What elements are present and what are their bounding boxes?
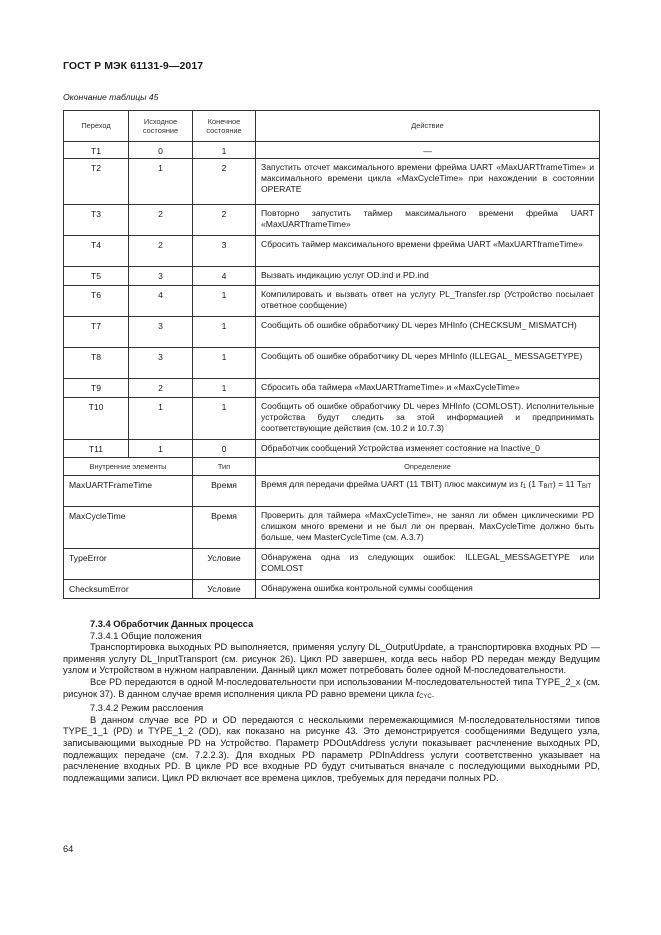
source-state: 3	[129, 348, 193, 379]
transition-action: Сбросить оба таймера «MaxUARTframeTime» и «MaxCycleTime»	[256, 379, 600, 398]
target-state: 2	[193, 205, 256, 236]
transition-id: T4	[64, 236, 129, 267]
table-caption: Окончание таблицы 45	[63, 92, 159, 102]
transition-id: T9	[64, 379, 129, 398]
target-state: 1	[193, 142, 256, 159]
target-state: 0	[193, 440, 256, 458]
transition-id: T11	[64, 440, 129, 458]
target-state: 2	[193, 159, 256, 205]
target-state: 1	[193, 286, 256, 317]
transition-id: T10	[64, 398, 129, 440]
transition-action: Вызвать индикацию услуг OD.ind и PD.ind	[256, 267, 600, 286]
transition-id: T5	[64, 267, 129, 286]
transition-id: T7	[64, 317, 129, 348]
target-state: 3	[193, 236, 256, 267]
header-target-state: Конечное состояние	[193, 111, 256, 142]
transition-action: —	[256, 142, 600, 159]
transition-action: Повторно запустить таймер максимального времени фрейма UART «MaxUARTframeTime»	[256, 205, 600, 236]
internal-element-definition: Время для передачи фрейма UART (11 TBIT) плюс максимум из $t_1$ (1 $T_{BIT}) = 11$ $T_{BIT}$	[256, 476, 600, 507]
source-state: 1	[129, 440, 193, 458]
source-state: 0	[129, 142, 193, 159]
transition-action: Обработчик сообщений Устройства изменяет состояние на Inactive_0	[256, 440, 600, 458]
transition-action: Сбросить таймер максимального времени фрейма UART «MaxUARTframeTime»	[256, 236, 600, 267]
paragraph-general: Транспортировка выходных PD выполняется, применяя услугу DL_OutputUpdate, а транспортировка входных PD — применяя услугу DL_InputTransport (см. рисунок 26). Цикл PD завершен, когда весь набор PD передан между Ведущим узлом и Устройством в нужном направлении. Данный цикл может потребовать более одной М-последовательности.	[63, 642, 600, 676]
source-state: 1	[129, 159, 193, 205]
transition-action: Компилировать и вызвать ответ на услугу PL_Transfer.rsp (Устройство посылает ответное сообщение)	[256, 286, 600, 317]
transition-id: T8	[64, 348, 129, 379]
table-row	[64, 507, 600, 549]
table-row	[64, 348, 600, 379]
section-heading: 7.3.4 Обработчик Данных процесса	[90, 619, 254, 629]
transition-id: T6	[64, 286, 129, 317]
body-text	[63, 619, 600, 784]
header-source-state: Исходное состояние	[129, 111, 193, 142]
table-row	[64, 476, 600, 507]
target-state: 1	[193, 379, 256, 398]
transition-action: Сообщить об ошибке обработчику DL через MHInfo (CHECKSUM_ MISMATCH)	[256, 317, 600, 348]
source-state: 4	[129, 286, 193, 317]
header-internal-element: Внутренние элементы	[64, 458, 193, 476]
table-row	[64, 580, 600, 599]
source-state: 2	[129, 379, 193, 398]
table-row	[64, 267, 600, 286]
target-state: 1	[193, 398, 256, 440]
transition-id: T2	[64, 159, 129, 205]
internal-element-type: Условие	[193, 549, 256, 580]
header-type: Тип	[193, 458, 256, 476]
header-action: Действие	[256, 111, 600, 142]
table-row	[64, 159, 600, 205]
table-row	[64, 205, 600, 236]
internal-element-name: TypeError	[64, 549, 193, 580]
document-header: ГОСТ Р МЭК 61131-9—2017	[63, 60, 204, 72]
page-number: 64	[63, 844, 74, 854]
target-state: 1	[193, 317, 256, 348]
table-row	[64, 286, 600, 317]
internal-element-type: Время	[193, 507, 256, 549]
state-transition-table	[63, 110, 600, 599]
table-row	[64, 236, 600, 267]
internal-element-name: ChecksumError	[64, 580, 193, 599]
transition-action: Запустить отсчет максимального времени фрейма UART «MaxUARTframeTime» и максимального времени цикла «MaxCycleTime» при нахождении в состоянии OPERATE	[256, 159, 600, 205]
internal-elements-body	[64, 458, 600, 599]
header-transition: Переход	[64, 111, 129, 142]
source-state: 2	[129, 236, 193, 267]
source-state: 3	[129, 267, 193, 286]
source-state: 1	[129, 398, 193, 440]
source-state: 2	[129, 205, 193, 236]
internal-element-name: MaxCycleTime	[64, 507, 193, 549]
table-row	[64, 379, 600, 398]
transition-action: Сообщить об ошибке обработчику DL через MHInfo (COMLOST). Исполнительные устройства будут следить за этой информацией и предпринимать соответствующие действия (см. 10.2 и 10.7.3)	[256, 398, 600, 440]
table-row	[64, 549, 600, 580]
internal-element-definition: Обнаружена одна из следующих ошибок: ILLEGAL_MESSAGETYPE или COMLOST	[256, 549, 600, 580]
transitions-body	[64, 142, 600, 458]
transition-action: Сообщить об ошибке обработчику DL через MHInfo (ILLEGAL_ MESSAGETYPE)	[256, 348, 600, 379]
internal-element-type: Время	[193, 476, 256, 507]
source-state: 3	[129, 317, 193, 348]
internal-element-definition: Проверить для таймера «MaxCycleTime», не занял ли обмен циклическими PD слишком много времени и не был ли он прерван. MaxCycleTime должно быть больше, чем MasterCycleTime (см. A.3.7)	[256, 507, 600, 549]
transition-id: T1	[64, 142, 129, 159]
table-row	[64, 317, 600, 348]
table-row	[64, 440, 600, 458]
paragraph-type2: Все PD передаются в одной М-последовательности при использовании М-последовательностей типа TYPE_2_x (см. рисунок 37). В данном случае время исполнения цикла PD равно времени цикла $t_{CYC}$.	[63, 676, 600, 700]
subsection-heading-interleave: 7.3.4.2 Режим расслоения	[90, 703, 204, 714]
subsection-heading-general: 7.3.4.1 Общие положения	[90, 630, 202, 641]
target-state: 1	[193, 348, 256, 379]
transition-id: T3	[64, 205, 129, 236]
internal-element-name: MaxUARTFrameTime	[64, 476, 193, 507]
header-definition: Определение	[256, 458, 600, 476]
table-row	[64, 398, 600, 440]
paragraph-interleave: В данном случае все PD и OD передаются с несколькими перемежающимися М-последовательностями типов TYPE_1_1 (PD) и TYPE_1_2 (OD), как показано на рисунке 43. Это демонстрируется сообщениями Ведущего узла, записывающими выходные PD на Устройство. Параметр PDOutAddress услуги показывает расчленение выходных PD, подлежащих передаче (см. 7.2.2.3). Для входных PD параметр PDInAddress услуги соответственно указывает на расчленение входных PD. В цикле PD все входные PD будут считываться вначале с последующими выходными PD, подлежащими записи. Цикл PD включает все времена циклов, требуемых для передачи полных PD.	[63, 714, 600, 783]
table-row	[64, 142, 600, 159]
internal-element-type: Условие	[193, 580, 256, 599]
target-state: 4	[193, 267, 256, 286]
internal-element-definition: Обнаружена ошибка контрольной суммы сообщения	[256, 580, 600, 599]
